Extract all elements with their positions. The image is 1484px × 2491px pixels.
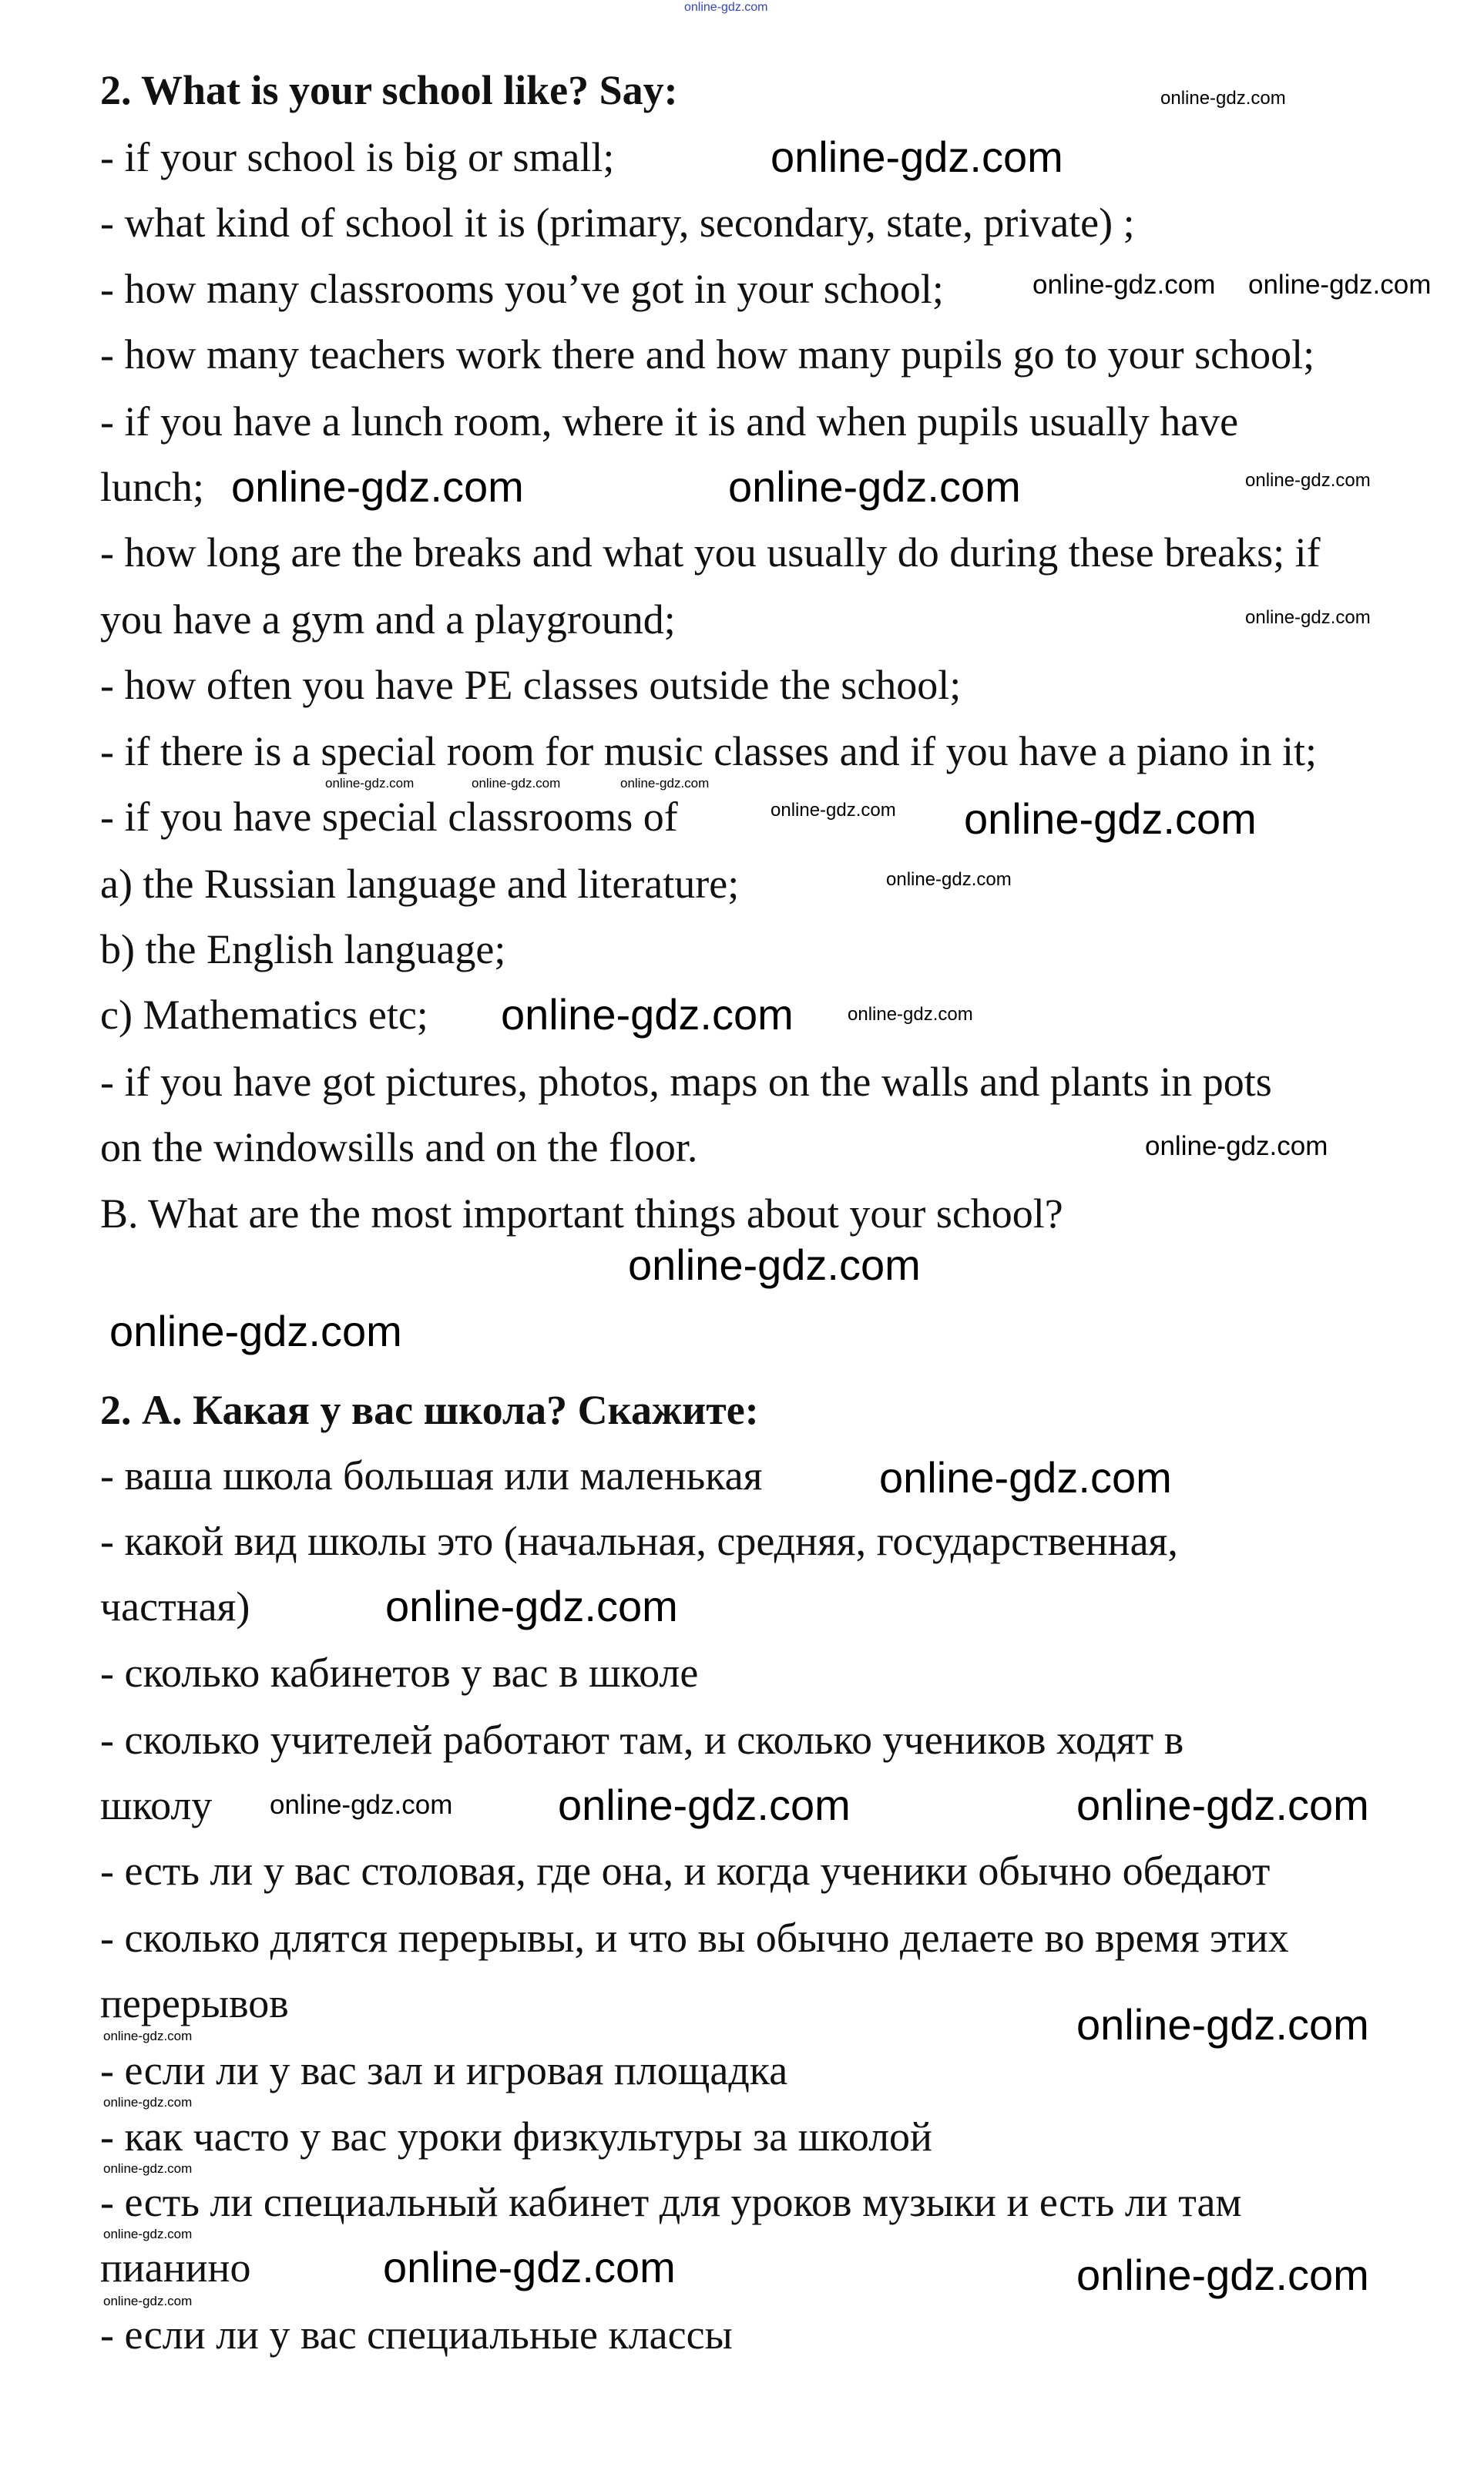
watermark: online-gdz.com [325,776,415,791]
watermark: online-gdz.com [1145,1131,1328,1161]
watermark: online-gdz.com [848,1004,973,1025]
english-line: - how long are the breaks and what you usually do during these breaks; if [100,529,1321,576]
watermark: online-gdz.com [270,1790,453,1820]
watermark: online-gdz.com [1032,270,1216,300]
russian-line: - как часто у вас уроки физкультуры за школой [100,2113,932,2160]
english-line: you have a gym and a playground; [100,596,676,643]
english-line: - if you have special classrooms of [100,794,678,840]
watermark: online-gdz.com [1248,270,1432,300]
watermark: online-gdz.com [879,1453,1172,1502]
english-line: - what kind of school it is (primary, secondary, state, private) ; [100,200,1135,246]
watermark: online-gdz.com [103,2227,193,2241]
watermark: online-gdz.com [103,2294,193,2308]
russian-line: - есть ли специальный кабинет для уроков музыки и есть ли там [100,2179,1242,2225]
english-line: b) the English language; [100,926,506,972]
russian-line: - если ли у вас специальные классы [100,2311,733,2358]
watermark: online-gdz.com [558,1781,851,1829]
watermark: online-gdz.com [1245,470,1371,491]
watermark: online-gdz.com [472,776,561,791]
watermark: online-gdz.com [1245,607,1371,628]
watermark: online-gdz.com [964,794,1257,843]
english-line: lunch; [100,464,204,510]
watermark: online-gdz.com [1076,2000,1369,2049]
russian-line: школу [100,1782,213,1828]
watermark: online-gdz.com [684,1,768,14]
watermark: online-gdz.com [886,869,1012,890]
russian-line: пианино [100,2244,251,2291]
english-line: B. What are the most important things about your school? [100,1190,1063,1237]
english-line: - how many classrooms you’ve got in your school; [100,266,944,312]
watermark: online-gdz.com [728,462,1021,511]
english-line: - how often you have PE classes outside the school; [100,662,962,708]
watermark: online-gdz.com [103,2161,193,2176]
english-line: c) Mathematics etc; [100,992,428,1038]
russian-line: - какой вид школы это (начальная, средняя, государственная, [100,1518,1178,1564]
english-line: - if your school is big or small; [100,134,615,180]
watermark: online-gdz.com [103,2029,193,2043]
russian-line: - сколько учителей работают там, и сколько учеников ходят в [100,1717,1184,1763]
watermark: online-gdz.com [109,1307,402,1355]
watermark: online-gdz.com [771,800,896,821]
english-line: on the windowsills and on the floor. [100,1124,698,1170]
watermark: online-gdz.com [501,990,794,1039]
russian-line: частная) [100,1583,250,1630]
watermark: online-gdz.com [620,776,710,791]
english-line: - if there is a special room for music classes and if you have a piano in it; [100,728,1318,774]
russian-heading: 2. А. Какая у вас школа? Скажите: [100,1387,759,1433]
english-heading: 2. What is your school like? Say: [100,67,678,113]
watermark: online-gdz.com [1076,1781,1369,1829]
watermark: online-gdz.com [771,133,1063,181]
watermark: online-gdz.com [628,1240,921,1289]
russian-line: - есть ли у вас столовая, где она, и когда ученики обычно обедают [100,1848,1271,1894]
english-line: - if you have a lunch room, where it is and when pupils usually have [100,398,1239,445]
watermark: online-gdz.com [103,2095,193,2110]
russian-line: - ваша школа большая или маленькая [100,1452,763,1499]
english-line: - how many teachers work there and how many pupils go to your school; [100,331,1315,378]
russian-line: - если ли у вас зал и игровая площадка [100,2047,788,2093]
watermark: online-gdz.com [383,2243,676,2291]
watermark: online-gdz.com [1160,88,1286,109]
english-line: a) the Russian language and literature; [100,861,740,907]
watermark: online-gdz.com [231,462,524,511]
english-line: - if you have got pictures, photos, maps on the walls and plants in pots [100,1059,1272,1105]
russian-line: - сколько длятся перерывы, и что вы обычно делаете во время этих [100,1915,1289,1961]
watermark: online-gdz.com [1076,2251,1369,2299]
russian-line: перерывов [100,1980,289,2026]
russian-line: - сколько кабинетов у вас в школе [100,1650,699,1696]
watermark: online-gdz.com [385,1582,678,1630]
